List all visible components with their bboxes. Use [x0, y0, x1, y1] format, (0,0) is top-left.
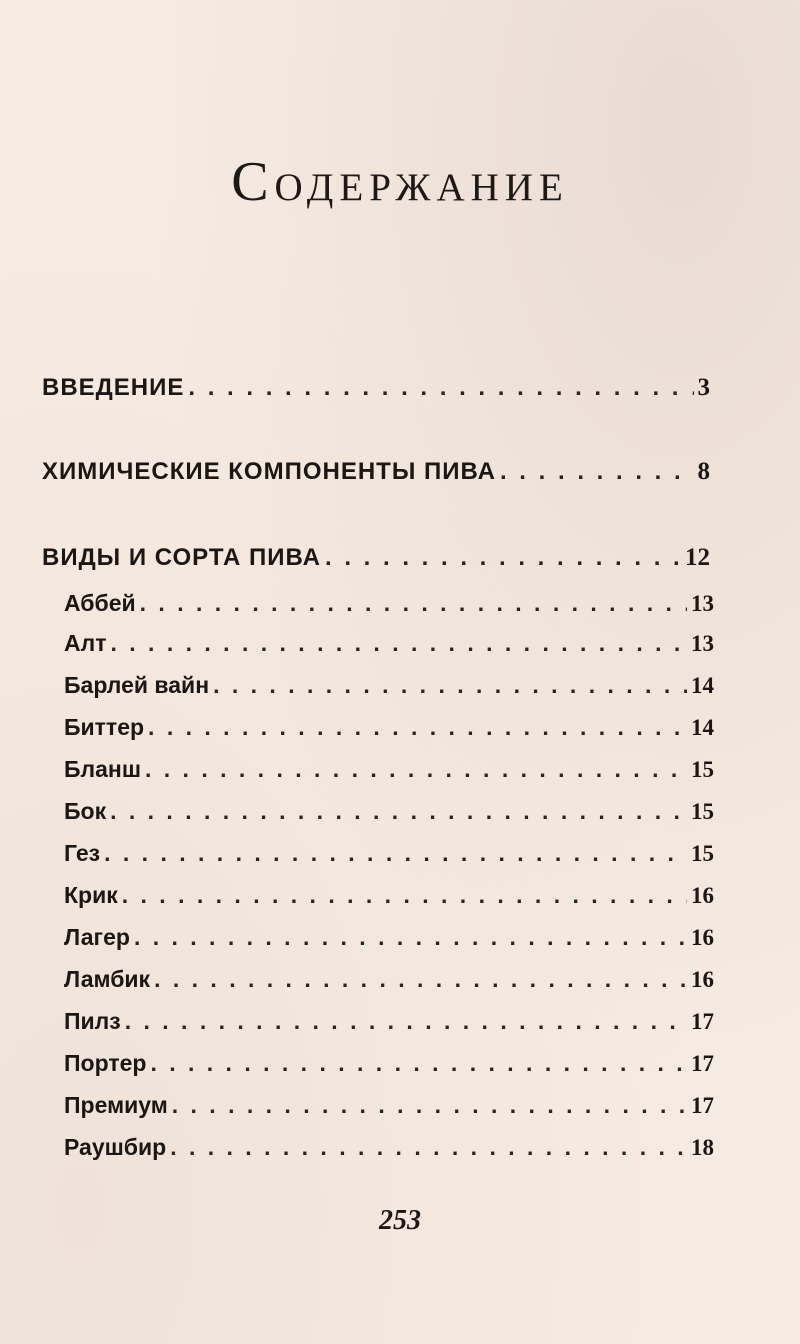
leader-dots: [148, 714, 687, 741]
toc-subentry-label: Аббей: [64, 590, 136, 616]
toc-subentry-label: Гез: [64, 840, 101, 866]
toc-subentry: [64, 966, 714, 993]
toc-chapter-chemical-components: [42, 458, 710, 486]
toc-chapter-label: ХИМИЧЕСКИЕ КОМПОНЕНТЫ ПИВА: [42, 458, 496, 485]
toc-page-number: 17: [691, 1093, 714, 1118]
toc-subentry: [64, 882, 714, 909]
toc-page-number: 15: [691, 799, 714, 824]
leader-dots: [500, 458, 694, 486]
toc-subentry: [64, 1134, 714, 1161]
toc-subentry-label: Крик: [64, 882, 118, 908]
leader-dots: [325, 544, 681, 572]
toc-subentry-label: Пилз: [64, 1008, 121, 1034]
toc-page-number: 12: [685, 544, 710, 571]
folio-page-number: 253: [379, 1205, 421, 1236]
toc-subentry: [64, 714, 714, 741]
toc-page-number: 15: [691, 757, 714, 782]
leader-dots: [140, 590, 687, 617]
toc-subentry-label: Ламбик: [64, 966, 151, 992]
toc-subentry: [64, 1050, 714, 1077]
toc-subentry-label: Барлей вайн: [64, 672, 210, 698]
toc-page-number: 16: [691, 925, 714, 950]
toc-chapter-label: ВВЕДЕНИЕ: [42, 374, 185, 401]
toc-subentry-label: Бланш: [64, 756, 141, 782]
toc-page-number: 17: [691, 1051, 714, 1076]
page-title: Содержание: [231, 151, 569, 213]
toc-page-number: 16: [691, 967, 714, 992]
toc-page-number: 8: [697, 458, 710, 485]
leader-dots: [104, 840, 687, 867]
toc-subentry: [64, 756, 714, 783]
toc-page-number: 3: [697, 374, 710, 401]
toc-page-number: 16: [691, 883, 714, 908]
toc-page-number: 13: [691, 591, 714, 616]
toc-subentry: [64, 840, 714, 867]
toc-subentry: [64, 924, 714, 951]
toc-page-number: 17: [691, 1009, 714, 1034]
toc-subentry-label: Раушбир: [64, 1134, 167, 1160]
toc-subentry: [64, 672, 714, 699]
toc-subentry: [64, 590, 714, 617]
toc-page-number: 14: [691, 673, 714, 698]
leader-dots: [110, 798, 687, 825]
toc-subentry-label: Лагер: [64, 924, 130, 950]
toc-page-number: 15: [691, 841, 714, 866]
toc-subentry: [64, 630, 714, 657]
toc-chapter-label: ВИДЫ И СОРТА ПИВА: [42, 544, 321, 571]
leader-dots: [188, 374, 693, 402]
toc-subentry: [64, 1092, 714, 1119]
toc-subentry-label: Биттер: [64, 714, 145, 740]
leader-dots: [145, 756, 687, 783]
toc-subentry-label: Премиум: [64, 1092, 168, 1118]
toc-subentry: [64, 1008, 714, 1035]
leader-dots: [154, 966, 687, 993]
toc-page-number: 13: [691, 631, 714, 656]
toc-subentry-label: Алт: [64, 630, 107, 656]
leader-dots: [111, 630, 688, 657]
leader-dots: [150, 1050, 687, 1077]
leader-dots: [170, 1134, 687, 1161]
toc-page-number: 14: [691, 715, 714, 740]
toc-subentry-label: Бок: [64, 798, 107, 824]
leader-dots: [213, 672, 687, 699]
leader-dots: [125, 1008, 687, 1035]
leader-dots: [172, 1092, 687, 1119]
toc-chapter-types: [42, 544, 710, 572]
leader-dots: [122, 882, 687, 909]
toc-page-number: 18: [691, 1135, 714, 1160]
leader-dots: [134, 924, 687, 951]
toc-subentry-label: Портер: [64, 1050, 147, 1076]
toc-subentry: [64, 798, 714, 825]
toc-chapter-introduction: [42, 374, 710, 402]
